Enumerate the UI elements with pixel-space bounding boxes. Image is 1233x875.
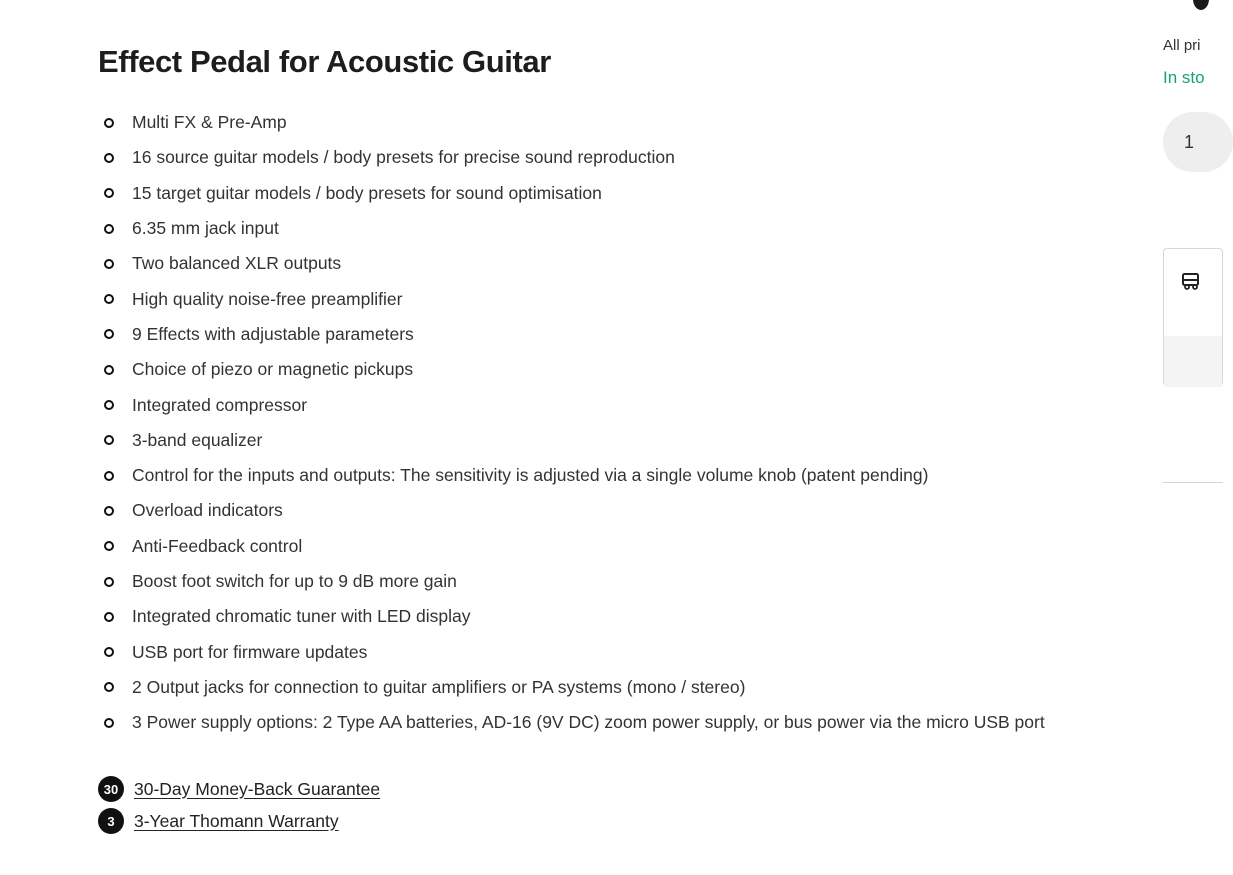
thirty-day-badge-icon: 30 (98, 776, 124, 802)
three-year-badge-icon: 3 (98, 808, 124, 834)
quantity-stepper[interactable] (1163, 112, 1233, 172)
list-item (98, 387, 1045, 422)
feature-text: Integrated chromatic tuner with LED display (132, 606, 471, 627)
list-item (98, 176, 1045, 211)
bullet-icon (104, 506, 114, 516)
feature-text: 2 Output jacks for connection to guitar amplifiers or PA systems (mono / stereo) (132, 676, 746, 697)
product-title: Effect Pedal for Acoustic Guitar (98, 44, 551, 79)
list-item (98, 352, 1045, 387)
list-item (98, 670, 1045, 705)
truck-icon (1181, 271, 1203, 291)
price-note: All pri (1163, 37, 1201, 54)
price-glyph (1193, 0, 1209, 10)
feature-text: 6.35 mm jack input (132, 218, 279, 239)
bullet-icon (104, 329, 114, 339)
list-item (98, 105, 1045, 140)
warranty-guarantee (98, 805, 380, 837)
list-item (98, 599, 1045, 634)
bullet-icon (104, 682, 114, 692)
feature-text: Boost foot switch for up to 9 dB more gain (132, 571, 457, 591)
list-item (98, 281, 1045, 316)
feature-text: Overload indicators (132, 500, 283, 521)
guarantees (98, 773, 380, 837)
list-item (98, 634, 1045, 669)
list-item (98, 317, 1045, 352)
bullet-icon (104, 612, 114, 622)
bullet-icon (104, 294, 114, 304)
list-item (98, 493, 1045, 528)
stock-status: In sto (1163, 68, 1205, 87)
bullet-icon (104, 365, 114, 375)
feature-text: High quality noise-free preamplifier (132, 288, 403, 309)
feature-text: Anti-Feedback control (132, 535, 303, 556)
delivery-card (1163, 248, 1223, 386)
money-back-guarantee-link[interactable]: 30-Day Money-Back Guarantee (134, 778, 381, 799)
list-item (98, 529, 1045, 564)
bullet-icon (104, 259, 114, 269)
list-item (98, 705, 1045, 740)
feature-text: 3 Power supply options: 2 Type AA batteries, AD-16 (9V DC) zoom power supply, or bus power via the micro USB port (132, 712, 1045, 733)
bullet-icon (104, 153, 114, 163)
warranty-link[interactable]: 3-Year Thomann Warranty (134, 810, 339, 831)
feature-text: USB port for firmware updates (132, 641, 368, 662)
money-back-guarantee (98, 773, 380, 805)
list-item (98, 564, 1045, 599)
purchase-sidebar (1163, 0, 1205, 875)
feature-list (98, 105, 1045, 740)
list-item (98, 246, 1045, 281)
bullet-icon (104, 118, 114, 128)
bullet-icon (104, 188, 114, 198)
bullet-icon (104, 471, 114, 481)
bullet-icon (104, 224, 114, 234)
bullet-icon (104, 647, 114, 657)
feature-text: Choice of piezo or magnetic pickups (132, 359, 414, 380)
divider (1163, 482, 1223, 483)
feature-text: Multi FX & Pre-Amp (132, 112, 287, 133)
feature-text: Two balanced XLR outputs (132, 253, 342, 274)
bullet-icon (104, 541, 114, 551)
bullet-icon (104, 718, 114, 728)
quantity-value: 1 (1184, 132, 1195, 152)
feature-text: 16 source guitar models / body presets for precise sound reproduction (132, 147, 675, 168)
bullet-icon (104, 577, 114, 587)
feature-text: 3-band equalizer (132, 429, 263, 450)
feature-text: Control for the inputs and outputs: The sensitivity is adjusted via a single volume knob (patent pending) (132, 465, 929, 486)
feature-text: Integrated compressor (132, 394, 308, 415)
list-item (98, 458, 1045, 493)
list-item (98, 423, 1045, 458)
list-item (98, 140, 1045, 175)
bullet-icon (104, 400, 114, 410)
feature-text: 9 Effects with adjustable parameters (132, 323, 414, 344)
bullet-icon (104, 435, 114, 445)
list-item (98, 211, 1045, 246)
delivery-card-footer (1164, 336, 1222, 387)
feature-text: 15 target guitar models / body presets for sound optimisation (132, 182, 602, 203)
